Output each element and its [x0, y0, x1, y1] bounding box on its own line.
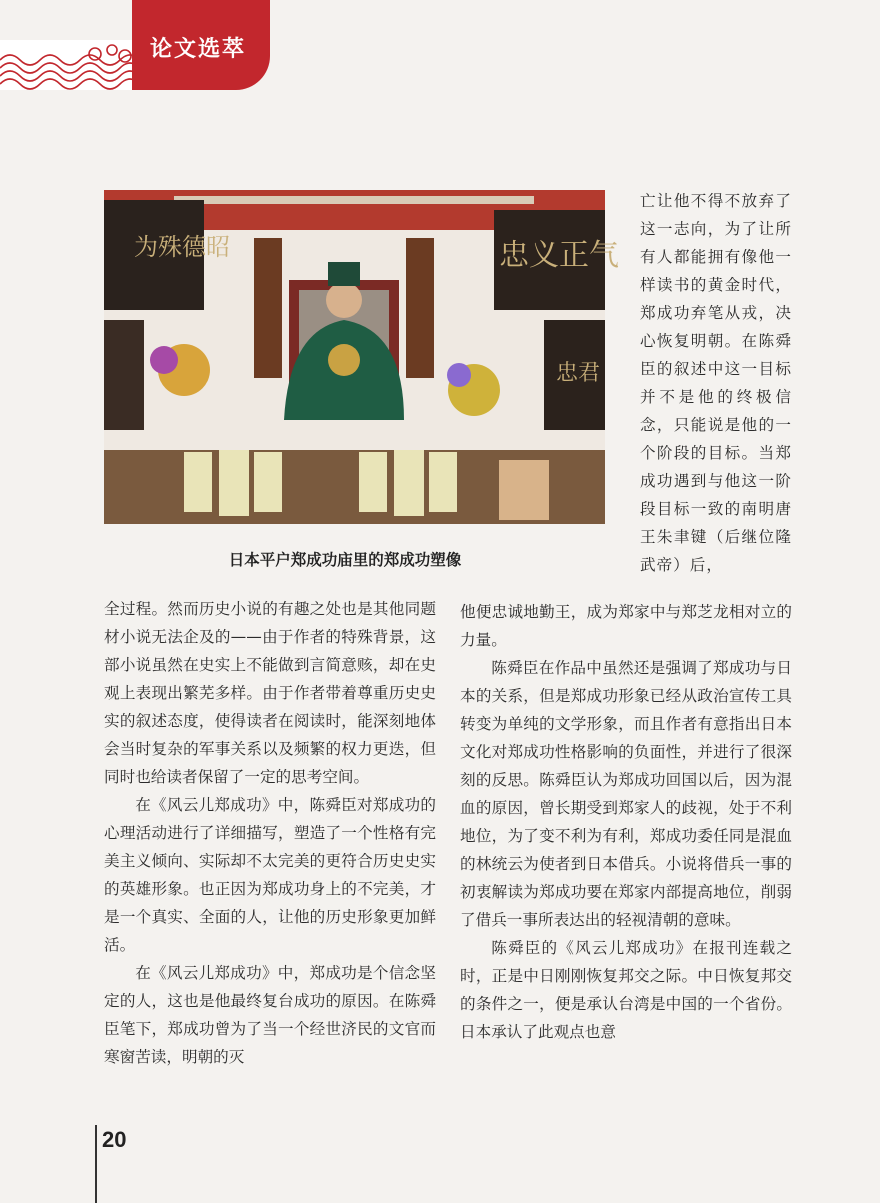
side-paragraph: 亡让他不得不放弃了这一志向，为了让所有人都能拥有像他一样读书的黄金时代，郑成功弃笔从戎，决心恢复明朝。在陈舜臣的叙述中这一目标并不是他的终极信念，只能说是他的一个阶段的目标。当郑成功遇到与他这一阶段目标一致的南明唐王朱聿键（后继位隆武帝）后，	[640, 192, 792, 574]
left-column	[104, 595, 436, 1071]
statue-photo	[104, 190, 619, 524]
sign-right-lower: 忠君	[556, 361, 601, 386]
right-paragraph-3: 陈舜臣的《风云儿郑成功》在报刊连载之时，正是中日刚刚恢复邦交之际。中日恢复邦交的条件之一，便是承认台湾是中国的一个省份。日本承认了此观点也意	[460, 939, 792, 1041]
sign-right: 忠义正气	[499, 238, 619, 273]
side-column	[640, 187, 792, 579]
left-paragraph-1: 全过程。然而历史小说的有趣之处也是其他同题材小说无法企及的——由于作者的特殊背景，这部小说虽然在史实上不能做到言简意赅，却在史观上表现出繁芜多样。由于作者带着尊重历史史实的叙述态度，使得读者在阅读时，能深刻地体会当时复杂的军事关系以及频繁的权力更迭，但同时也给读者保留了一定的思考空间。	[104, 600, 436, 786]
right-paragraph-2: 陈舜臣在作品中虽然还是强调了郑成功与日本的关系，但是郑成功形象已经从政治宣传工具转变为单纯的文学形象，而且作者有意指出日本文化对郑成功性格影响的负面性，并进行了很深刻的反思。陈舜臣认为郑成功回国以后，因为混血的原因，曾长期受到郑家人的歧视，处于不利地位，为了变不利为有利，郑成功委任同是混血的林统云为使者到日本借兵。小说将借兵一事的初衷解读为郑成功要在郑家内部提高地位，削弱了借兵一事所表达出的轻视清朝的意味。	[460, 659, 792, 929]
wave-decoration-icon	[0, 40, 135, 90]
right-paragraph-1: 他便忠诚地勤王，成为郑家中与郑芝龙相对立的力量。	[460, 603, 792, 649]
header-banner	[0, 0, 270, 90]
left-paragraph-3: 在《风云儿郑成功》中，郑成功是个信念坚定的人，这也是他最终复台成功的原因。在陈舜臣笔下，郑成功曾为了当一个经世济民的文官而寒窗苦读，明朝的灭	[104, 964, 436, 1066]
section-title: 论文选萃	[150, 37, 247, 62]
right-column	[460, 598, 792, 1046]
figure-caption: 日本平户郑成功庙里的郑成功塑像	[228, 551, 462, 569]
left-paragraph-2: 在《风云儿郑成功》中，陈舜臣对郑成功的心理活动进行了详细描写，塑造了一个性格有完美主义倾向、实际却不太完美的更符合历史史实的英雄形象。也正因为郑成功身上的不完美，才是一个真实、全面的人，让他的历史形象更加鲜活。	[104, 796, 436, 954]
page-number-rule	[95, 1125, 97, 1203]
section-tab	[132, 0, 270, 90]
page-number: 20	[102, 1127, 127, 1152]
sign-left: 为殊德昭	[134, 233, 230, 261]
